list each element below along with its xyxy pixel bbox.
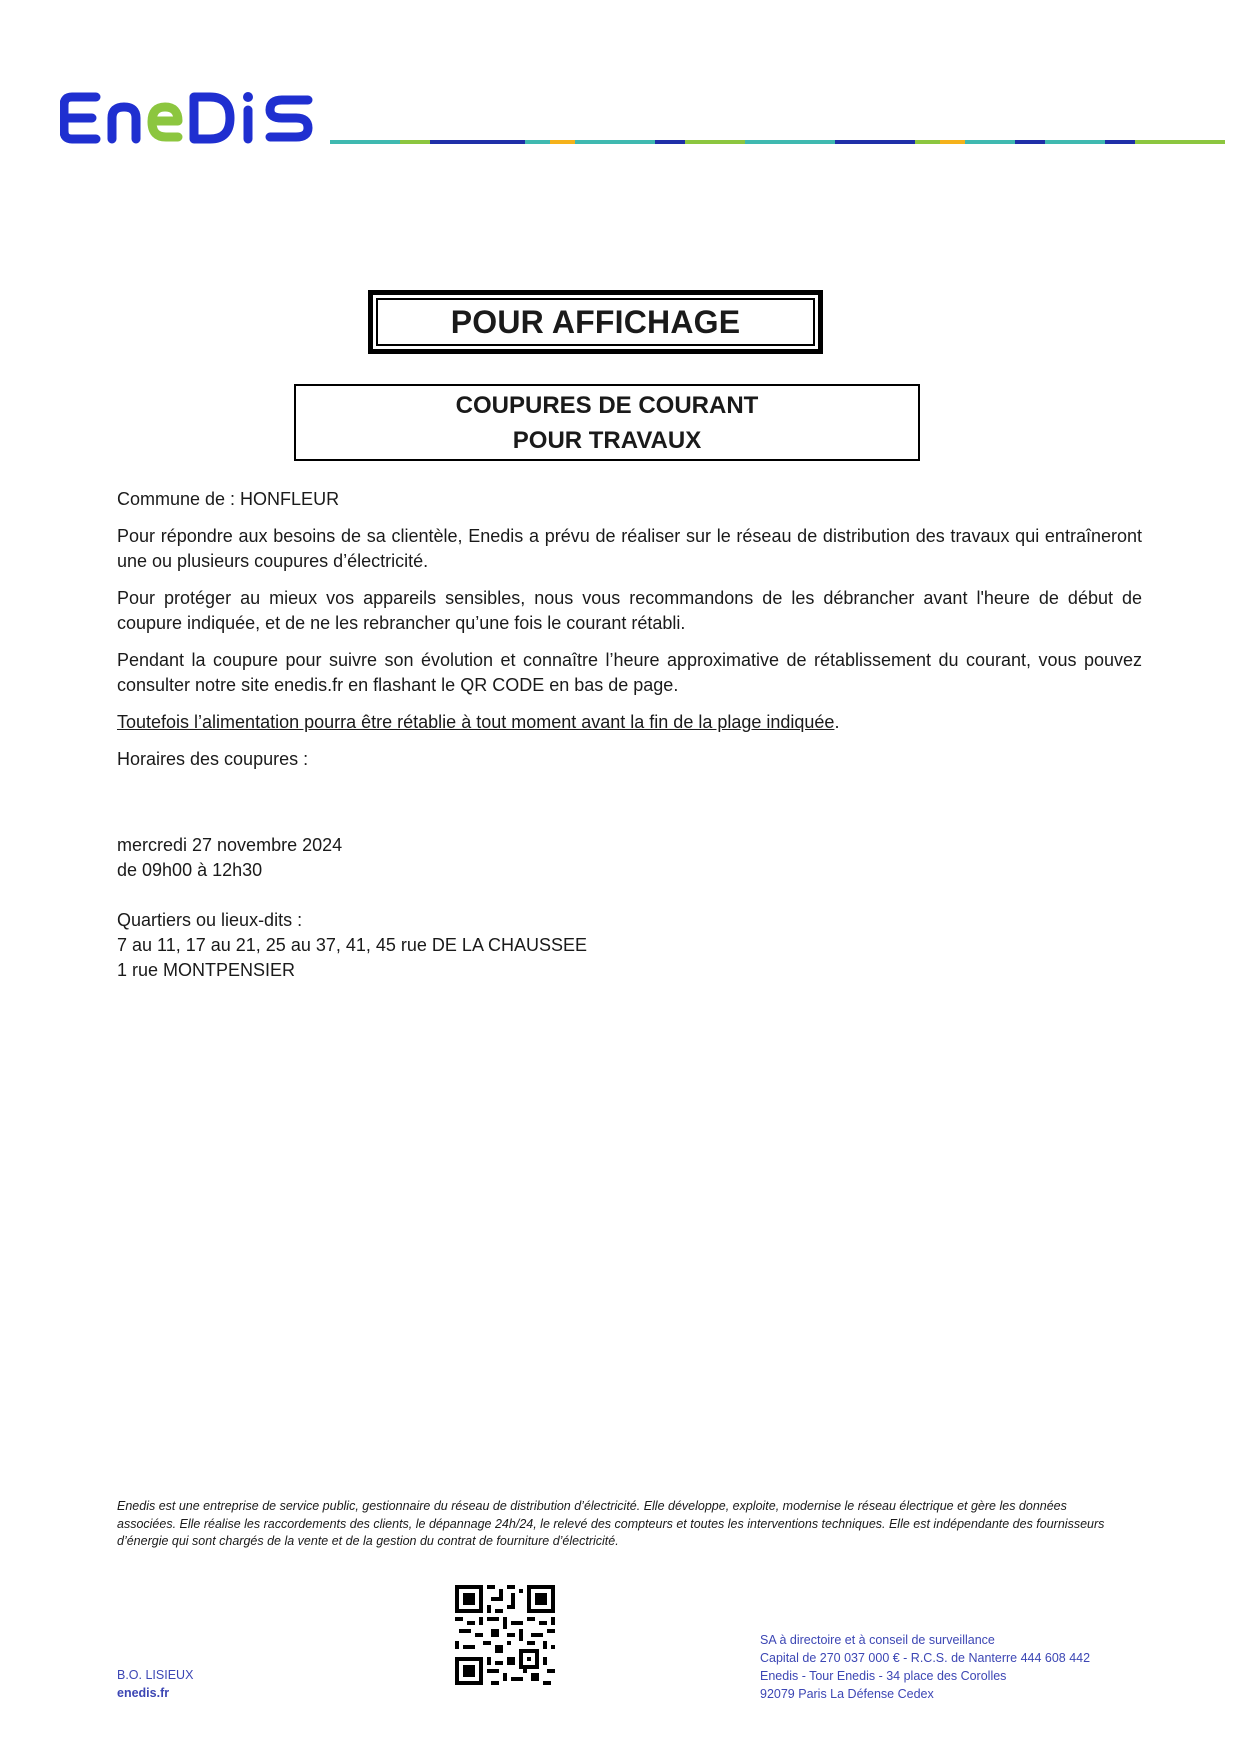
outage-schedule (117, 833, 1142, 883)
street-line-1: 7 au 11, 17 au 21, 25 au 37, 41, 45 rue DE LA CHAUSSEE (117, 935, 587, 955)
horaires-label: Horaires des coupures : (117, 749, 309, 769)
notice-body (117, 487, 1142, 1008)
legal-line-1: SA à directoire et à conseil de surveillance (760, 1633, 995, 1647)
paragraph-works: Pour répondre aux besoins de sa clientèle, Enedis a prévu de réaliser sur le réseau de distribution des travaux qui entraîneront une ou plusieurs coupures d’électricité. (117, 526, 1142, 571)
quartiers-label: Quartiers ou lieux-dits : (117, 910, 303, 930)
legal-line-4: 92079 Paris La Défense Cedex (760, 1687, 934, 1701)
office-name: B.O. LISIEUX (117, 1668, 194, 1682)
legal-line-2: Capital de 270 037 000 € - R.C.S. de Nanterre 444 608 442 (760, 1651, 1091, 1665)
restoration-period: . (834, 712, 840, 732)
pour-affichage-box (368, 290, 823, 354)
qr-code-icon[interactable] (455, 1585, 555, 1685)
outage-date: mercredi 27 novembre 2024 (117, 835, 343, 855)
footer-legal (760, 1631, 1090, 1703)
header-color-stripe (330, 140, 1225, 144)
paragraph-protect-devices: Pour protéger au mieux vos appareils sensibles, nous vous recommandons de les débrancher avant l'heure de début de coupure indiquée, et de ne les rebrancher qu’une fois le courant rétabli. (117, 588, 1142, 633)
commune-line: Commune de : HONFLEUR (117, 489, 340, 509)
footer-left (117, 1667, 193, 1702)
company-disclaimer: Enedis est une entreprise de service public, gestionnaire du réseau de distribution d’électricité. Elle développe, exploite, modernise le réseau électrique et gère les données associées. Elle réalise les raccordements des clients, le dépannage 24h/24, le relevé des compteurs et toutes les interventions techniques. Elle est indépendante des fournisseurs d’énergie qui sont chargés de la vente et de la gestion du contrat de fourniture d’électricité. (117, 1499, 1105, 1548)
enedis-logo (60, 88, 320, 148)
pour-affichage-title: POUR AFFICHAGE (376, 298, 815, 346)
paragraph-follow-outage: Pendant la coupure pour suivre son évolution et connaître l’heure approximative de rétablissement du courant, vous pouvez consulter notre site enedis.fr en flashant le QR CODE en bas de page. (117, 650, 1142, 695)
coupures-title-line1: COUPURES DE COURANT (455, 391, 759, 419)
restoration-notice: Toutefois l’alimentation pourra être rétablie à tout moment avant la fin de la plage indiquée (117, 712, 835, 732)
affected-areas (117, 908, 1142, 983)
paragraph-restoration (117, 710, 1142, 735)
outage-time: de 09h00 à 12h30 (117, 860, 263, 880)
coupures-title-box (294, 384, 920, 461)
street-line-2: 1 rue MONTPENSIER (117, 960, 296, 980)
legal-line-3: Enedis - Tour Enedis - 34 place des Corolles (760, 1669, 1007, 1683)
website-link[interactable]: enedis.fr (117, 1685, 170, 1700)
coupures-title-line2: POUR TRAVAUX (512, 426, 702, 454)
